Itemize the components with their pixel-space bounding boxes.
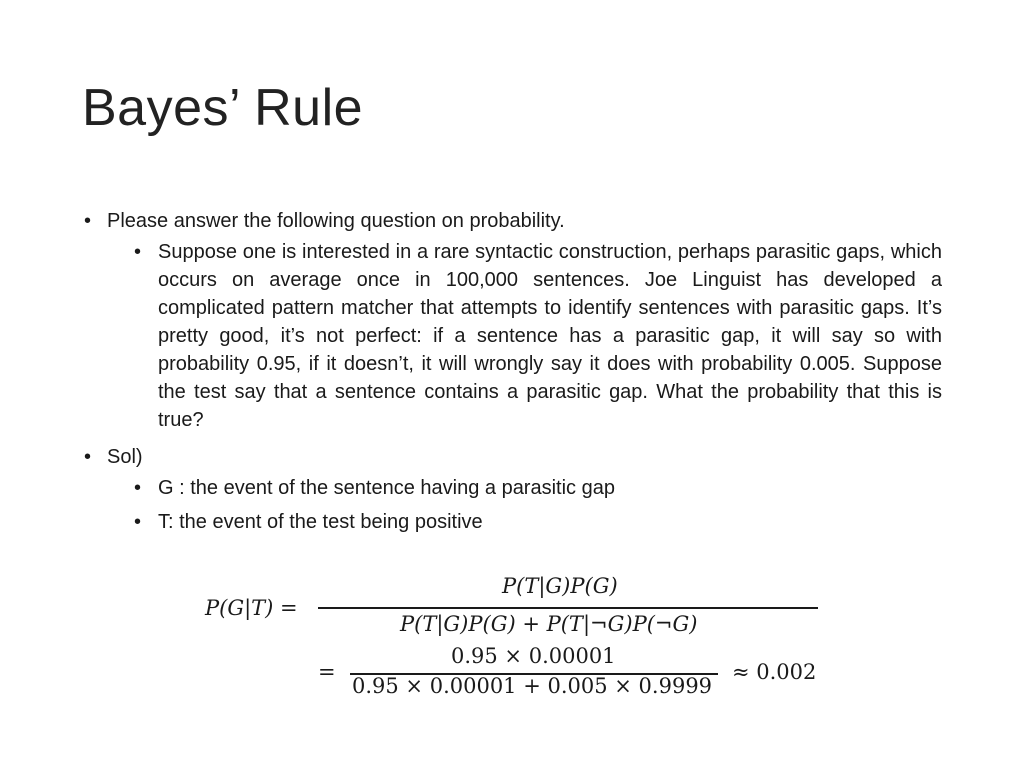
- bullet-solution: • Sol): [84, 444, 942, 470]
- fraction-2-numerator: 0.95 × 0.00001: [451, 644, 616, 668]
- fraction-1-denominator: P(T|G)P(G) + P(T|¬G)P(¬G): [400, 612, 698, 636]
- sub-bullet-event-t: • T: the event of the test being positive: [134, 508, 942, 536]
- bullet-list: [84, 208, 942, 536]
- equals-sign: =: [318, 660, 336, 684]
- fraction-2-denominator: 0.95 × 0.00001 + 0.005 × 0.9999: [352, 674, 713, 698]
- fraction-1-bar: [318, 607, 818, 609]
- equation-lhs: P(G|T) =: [205, 596, 298, 620]
- fraction-1-numerator: P(T|G)P(G): [502, 574, 618, 598]
- bullet-question: • Please answer the following question on probability.: [84, 208, 942, 234]
- sub-bullet-problem: • Suppose one is interested in a rare syntactic construction, perhaps parasitic gaps, which occurs on average once in 100,000 sentences. Joe Linguist has developed a complicated pattern matcher that attempts to identify sentences with parasitic gaps. It’s pretty good, it’s not perfect: if a sentence has a parasitic gap, it will say so with probability 0.95, if it doesn’t, it will wrongly say it does with probability 0.005. Suppose the test say that a sentence contains a parasitic gap. What the probability that this is true?: [134, 238, 942, 434]
- sub-bullet-event-g: • G : the event of the sentence having a parasitic gap: [134, 474, 942, 502]
- equation-result: ≈ 0.002: [732, 660, 817, 684]
- slide-title: Bayes’ Rule: [82, 79, 364, 137]
